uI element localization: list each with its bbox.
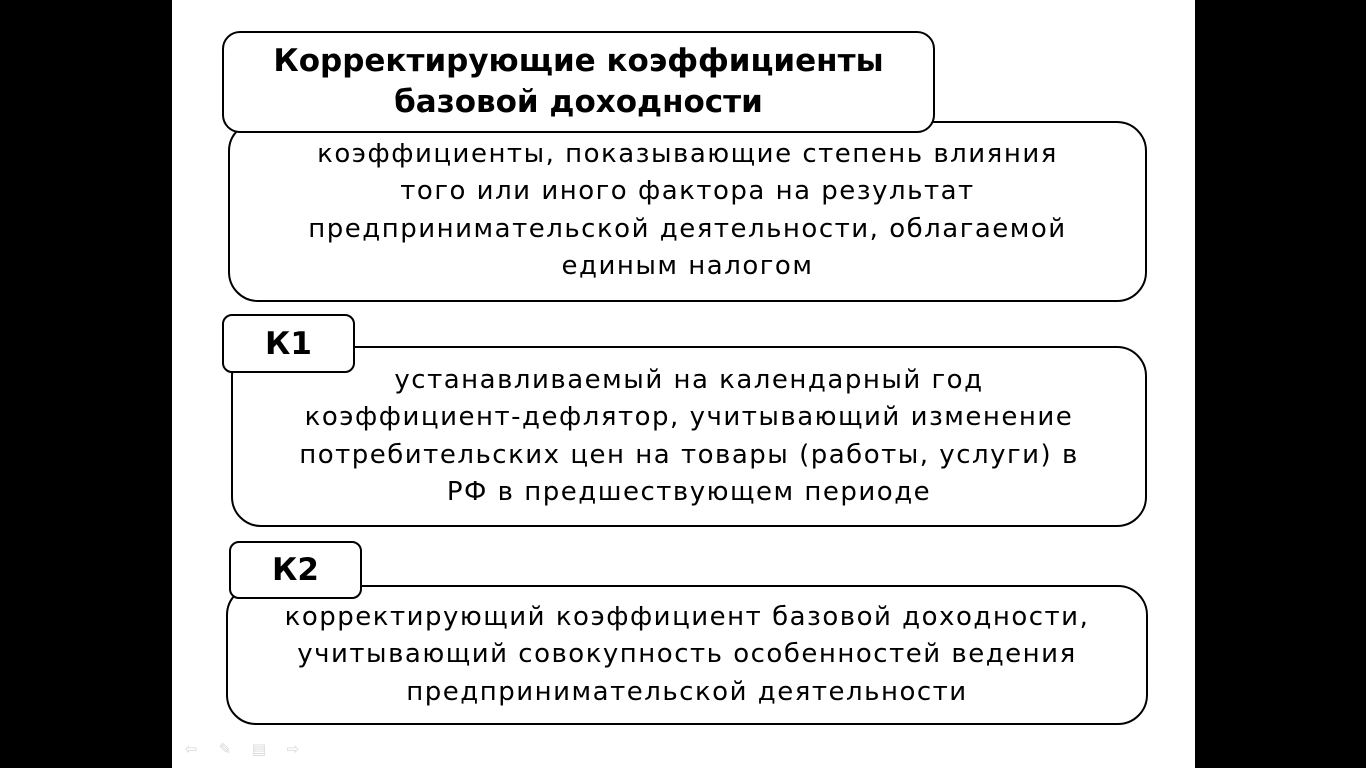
k2-line-3: предпринимательской деятельности <box>406 676 968 707</box>
k1-line-4: РФ в предшествующем периоде <box>446 477 932 507</box>
k1-description-box <box>231 346 1147 527</box>
arrow-right-icon[interactable]: ⇨ <box>286 740 300 758</box>
definition-line-1: коэффициенты, показывающие степень влияния <box>317 138 1058 169</box>
definition-line-3: предпринимательской деятельности, облагаемой <box>308 213 1067 244</box>
definition-line-2: того или иного фактора на результат <box>400 176 975 206</box>
k2-label: К2 <box>272 552 319 588</box>
slide-title <box>222 31 935 133</box>
k1-line-2: коэффициент-дефлятор, учитывающий изменение <box>304 402 1074 432</box>
k2-description-box <box>226 585 1148 725</box>
menu-icon[interactable]: ▤ <box>251 740 267 758</box>
slide <box>172 0 1195 768</box>
definition-box <box>228 121 1147 302</box>
arrow-left-icon[interactable]: ⇦ <box>184 740 198 758</box>
k1-label: К1 <box>265 325 312 362</box>
slideshow-nav <box>180 740 304 758</box>
definition-line-4: единым налогом <box>561 251 814 281</box>
pen-icon[interactable]: ✎ <box>218 740 232 758</box>
k2-line-1: корректирующий коэффициент базовой доходности, <box>284 601 1090 632</box>
k1-line-1: устанавливаемый на календарный год <box>394 364 984 395</box>
k1-label-box <box>222 314 355 373</box>
title-line-1: Корректирующие коэффициенты <box>273 43 884 79</box>
k1-line-3: потребительских цен на товары (работы, услуги) в <box>299 439 1079 470</box>
k2-label-box <box>229 541 362 599</box>
k2-line-2: учитывающий совокупность особенностей ведения <box>297 639 1077 670</box>
title-line-2: базовой доходности <box>394 84 763 120</box>
